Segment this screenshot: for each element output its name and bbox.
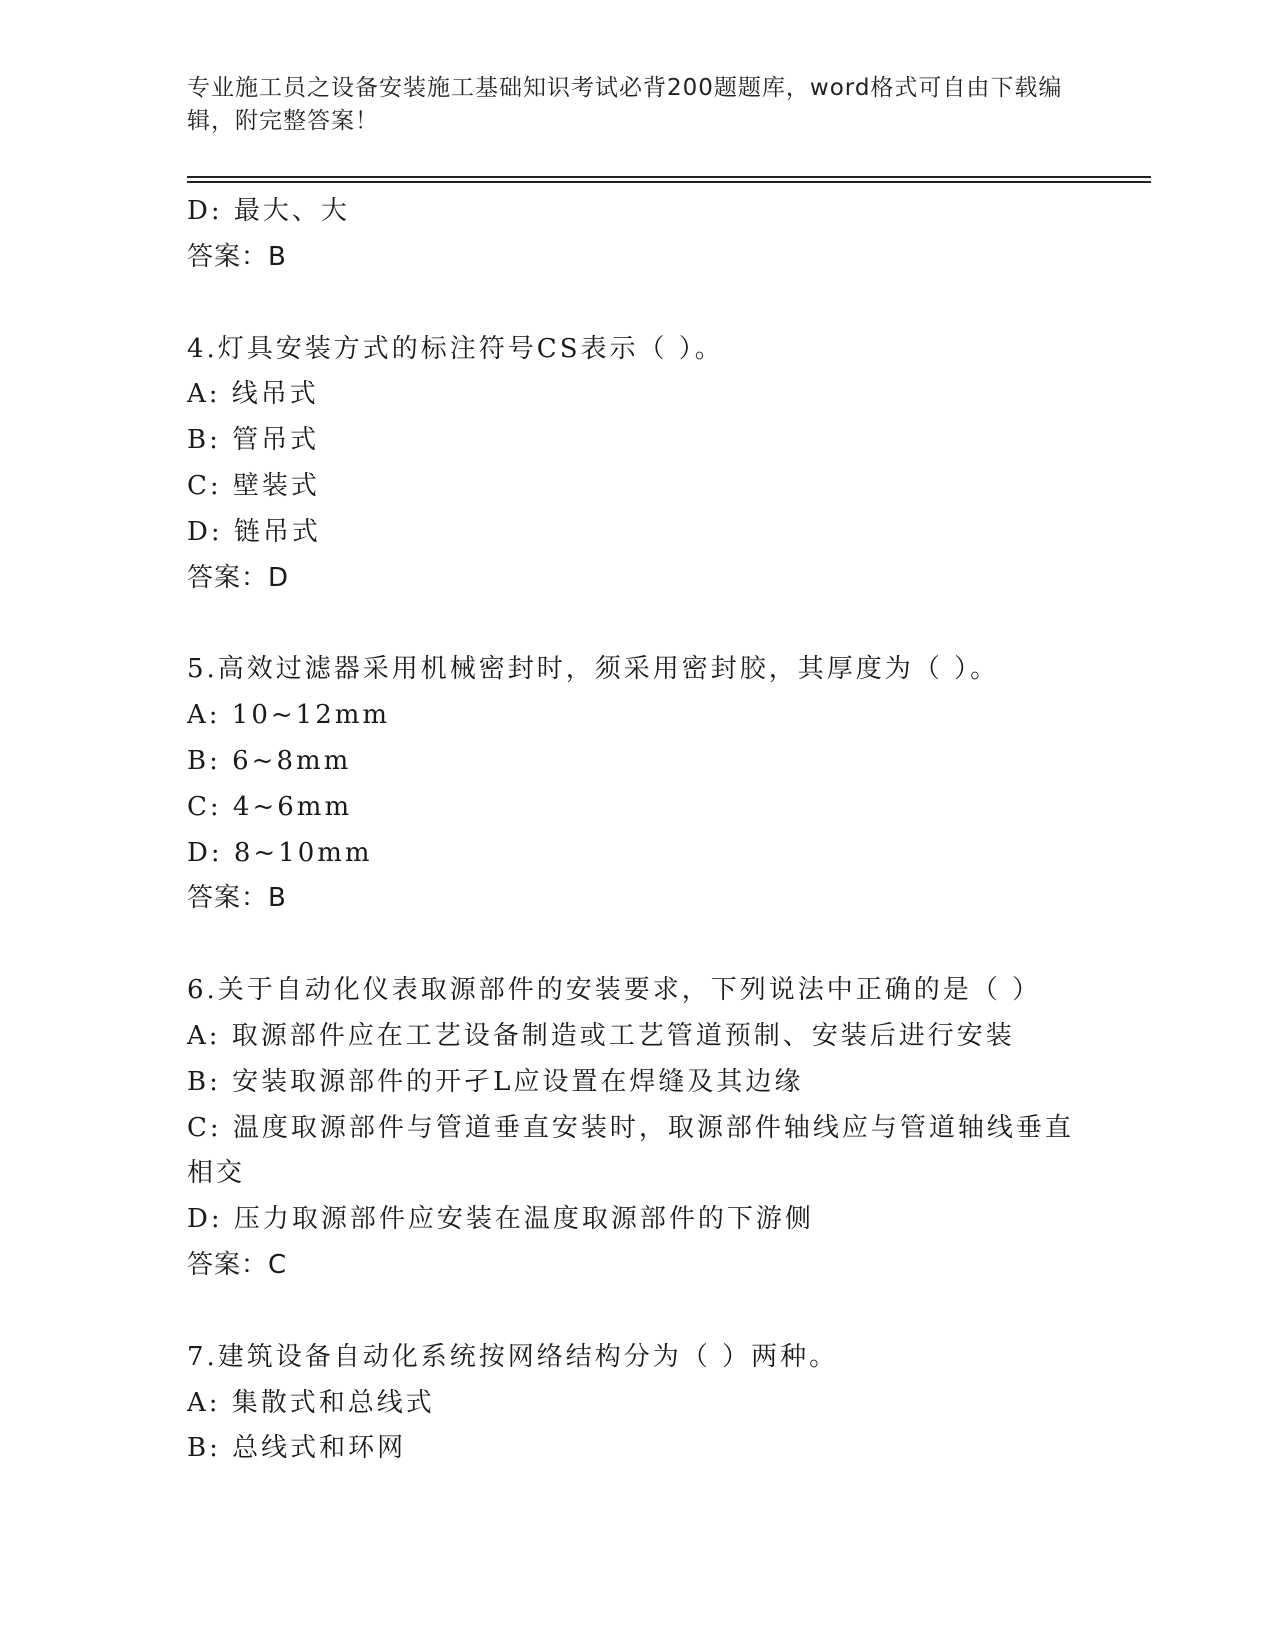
question-5 (187, 647, 1087, 922)
option-c: C: 温度取源部件与管道垂直安装时，取源部件轴线应与管道轴线垂直相交 (187, 1112, 1074, 1189)
option-d: D: 压力取源部件应安装在温度取源部件的下游侧 (187, 1204, 814, 1235)
option-d: D: 8~10mm (187, 837, 373, 868)
option-b: B: 总线式和环网 (187, 1433, 407, 1464)
prev-answer: 答案：B (187, 241, 287, 272)
option-a: A: 取源部件应在工艺设备制造或工艺管道预制、安装后进行安装 (187, 1020, 1015, 1051)
answer: 答案：D (187, 562, 290, 593)
question-stem: 7.建筑设备自动化系统按网络结构分为（ ）两种。 (187, 1341, 839, 1372)
option-a: A: 10~12mm (187, 700, 391, 731)
option-b: B: 6~8mm (187, 745, 352, 776)
option-c: C: 壁装式 (187, 470, 320, 501)
question-stem: 6.关于自动化仪表取源部件的安装要求，下列说法中正确的是（ ） (187, 975, 1042, 1006)
question-stem: 4.灯具安装方式的标注符号CS表示（ ）。 (187, 333, 724, 364)
option-a: A: 线吊式 (187, 379, 319, 410)
question-4 (187, 327, 1087, 602)
option-b: B: 安装取源部件的开孑L应设置在焊缝及其边缘 (187, 1066, 804, 1097)
document-header: 专业施工员之设备安装施工基础知识考试必背200题题库，word格式可自由下载编辑，附完整答案！ (187, 75, 1063, 134)
option-b: B: 管吊式 (187, 425, 320, 456)
option-d: D: 链吊式 (187, 516, 321, 547)
option-a: A: 集散式和总线式 (187, 1387, 435, 1418)
option-c: C: 4~6mm (187, 791, 353, 822)
header-rule-top (187, 176, 1151, 178)
answer: 答案：B (187, 883, 287, 914)
header-rule-bottom (187, 181, 1151, 183)
question-stem: 5.高效过滤器采用机械密封时，须采用密封胶，其厚度为（ ）。 (187, 654, 1000, 685)
answer: 答案：C (187, 1249, 288, 1280)
prev-option-d: D: 最大、大 (187, 196, 350, 226)
question-7 (187, 1335, 1087, 1472)
question-6 (187, 968, 1087, 1289)
question-content (187, 189, 1087, 1472)
